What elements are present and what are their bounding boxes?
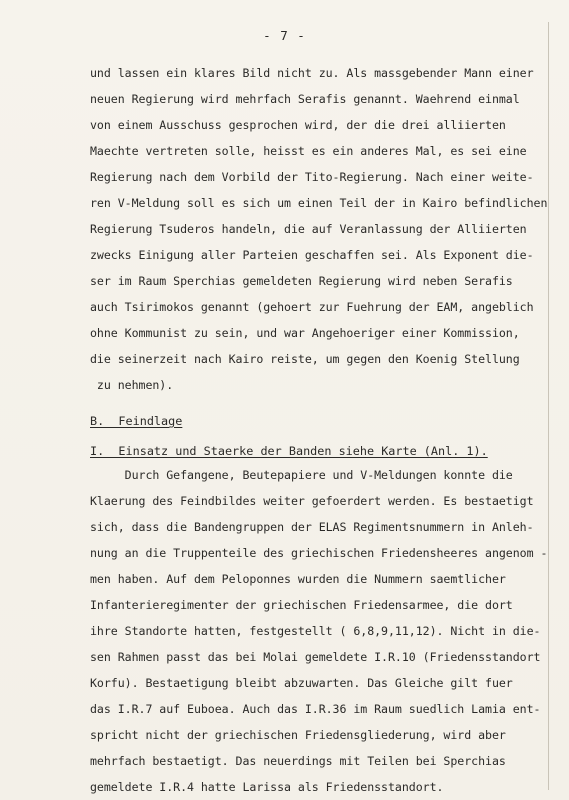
paragraph-1-line-7: Regierung Tsuderos handeln, die auf Veranlassung der Alliierten <box>90 222 527 236</box>
paragraph-1-line-10: auch Tsirimokos genannt (gehoert zur Fuehrung der EAM, angeblich <box>90 300 534 314</box>
paragraph-1-line-8: zwecks Einigung aller Parteien geschaffen sei. Als Exponent die- <box>90 248 534 262</box>
page-number: - 7 - <box>263 28 306 43</box>
paragraph-2-line-7: ihre Standorte hatten, festgestellt ( 6,8,9,11,12). Nicht in die- <box>90 624 541 638</box>
paragraph-1-line-4: Maechte vertreten solle, heisst es ein anderes Mal, es sei eine <box>90 144 527 158</box>
paragraph-2-line-11: spricht nicht der griechischen Friedensgliederung, wird aber <box>90 728 506 742</box>
paragraph-1-line-5: Regierung nach dem Vorbild der Tito-Regierung. Nach einer weite- <box>90 170 534 184</box>
paragraph-2-line-10: das I.R.7 auf Euboea. Auch das I.R.36 im Raum suedlich Lamia ent- <box>90 702 541 716</box>
paragraph-1-line-12: die seinerzeit nach Kairo reiste, um gegen den Koenig Stellung <box>90 352 520 366</box>
paragraph-2-line-8: sen Rahmen passt das bei Molai gemeldete I.R.10 (Friedensstandort <box>90 650 541 664</box>
paragraph-2-line-1: Durch Gefangene, Beutepapiere und V-Meldungen konnte die <box>90 468 513 482</box>
section-b-heading: B. Feindlage <box>90 414 183 428</box>
paragraph-1-line-11: ohne Kommunist zu sein, und war Angehoeriger einer Kommission, <box>90 326 520 340</box>
paragraph-2-line-3: sich, dass die Bandengruppen der ELAS Regimentsnummern in Anleh- <box>90 520 534 534</box>
paragraph-2-line-13: gemeldete I.R.4 hatte Larissa als Friedensstandort. <box>90 780 444 794</box>
paragraph-1-line-13: zu nehmen). <box>90 378 174 392</box>
subsection-i-heading: I. Einsatz und Staerke der Banden siehe Karte (Anl. 1). <box>90 444 488 458</box>
paragraph-2-line-4: nung an die Truppenteile des griechischen Friedensheeres angenom - <box>90 546 548 560</box>
paragraph-2-line-6: Infanterieregimenter der griechischen Friedensarmee, die dort <box>90 598 513 612</box>
paragraph-1-line-9: ser im Raum Sperchias gemeldeten Regierung wird neben Serafis <box>90 274 513 288</box>
paragraph-1-line-1: und lassen ein klares Bild nicht zu. Als massgebender Mann einer <box>90 66 534 80</box>
paragraph-2-line-9: Korfu). Bestaetigung bleibt abzuwarten. Das Gleiche gilt fuer <box>90 676 513 690</box>
paragraph-1-line-2: neuen Regierung wird mehrfach Serafis genannt. Waehrend einmal <box>90 92 520 106</box>
paragraph-2-line-12: mehrfach bestaetigt. Das neuerdings mit Teilen bei Sperchias <box>90 754 506 768</box>
paragraph-1-line-3: von einem Ausschuss gesprochen wird, der die drei alliierten <box>90 118 506 132</box>
paragraph-1-line-6: ren V-Meldung soll es sich um einen Teil der in Kairo befindlichen <box>90 196 548 210</box>
paragraph-2-line-2: Klaerung des Feindbildes weiter gefoerdert werden. Es bestaetigt <box>90 494 534 508</box>
paragraph-2-line-5: men haben. Auf dem Peloponnes wurden die Nummern saemtlicher <box>90 572 506 586</box>
